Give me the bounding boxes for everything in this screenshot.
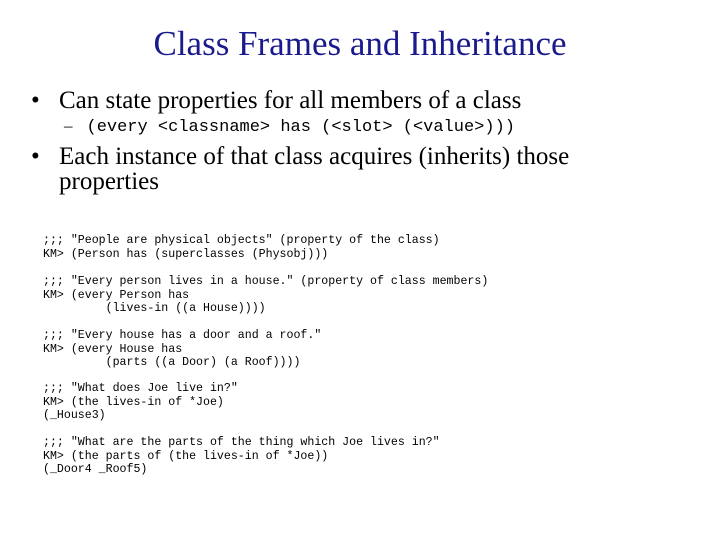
bullet-1-text: Can state properties for all members of a class [59,87,522,114]
bullet-2-line-1: Each instance of that class acquires (inherits) those [59,143,570,170]
code-block-2: ;;; "Every person lives in a house." (property of class members) KM> (every Person has (lives-in ((a House)))) [43,275,489,316]
code-block-1: ;;; "People are physical objects" (property of the class) KM> (Person has (superclasses (Physobj))) [43,234,440,261]
code-block-4: ;;; "What does Joe live in?" KM> (the lives-in of *Joe) (_House3) [43,382,238,423]
code-block-3: ;;; "Every house has a door and a roof." KM> (every House has (parts ((a Door) (a Roof)))) [43,329,322,370]
bullet-marker: • [31,87,40,114]
code-block-5: ;;; "What are the parts of the thing which Joe lives in?" KM> (the parts of (the lives-in of *Joe)) (_Door4 _Roof5) [43,436,440,477]
sub-bullet-marker: – [64,116,73,135]
bullet-1 [31,87,522,114]
bullet-marker: • [31,143,40,170]
slide-title: Class Frames and Inheritance [153,24,567,63]
sub-bullet-1 [64,116,515,137]
bullet-2-line-2: properties [59,168,159,195]
bullet-2 [31,143,570,195]
sub-bullet-1-text: (every <classname> has (<slot> (<value>))) [86,118,515,137]
